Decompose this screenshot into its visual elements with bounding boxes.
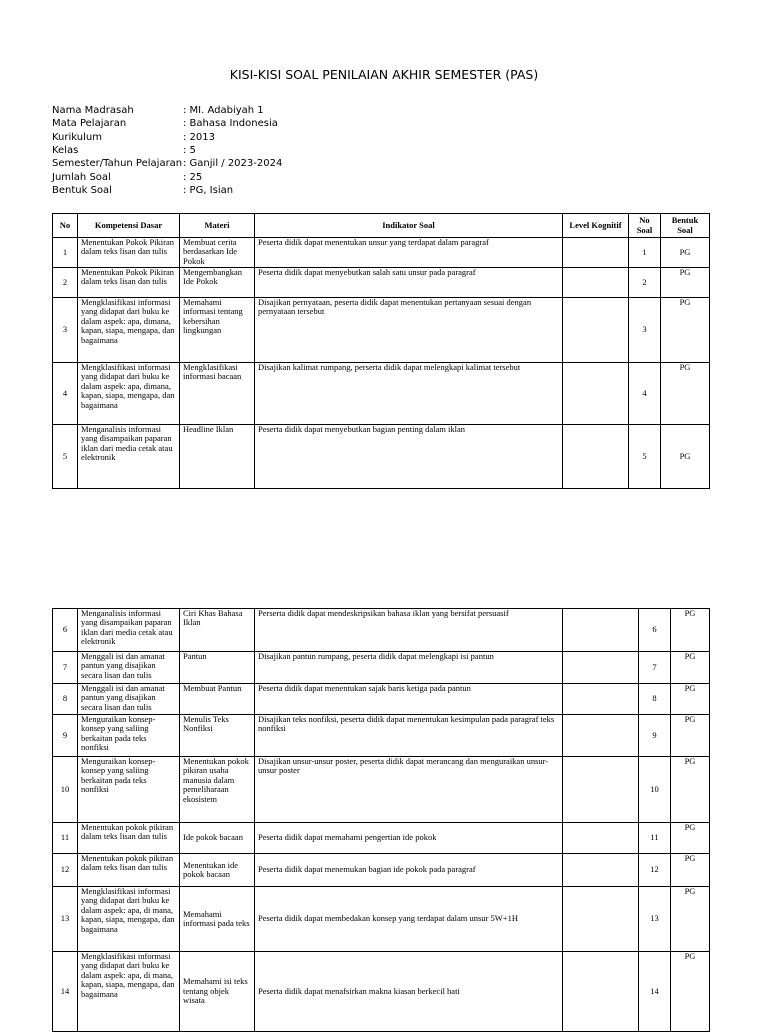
cell-no: 4 xyxy=(53,363,78,425)
kisi-table-page-1 xyxy=(52,213,710,489)
cell-level-kognitif xyxy=(563,887,639,952)
header-materi: Materi xyxy=(180,214,255,238)
cell-kompetensi-dasar: Menganalisis informasi yang disampaikan paparan iklan dari media cetak atau elektronik xyxy=(78,609,180,652)
cell-kompetensi-dasar: Mengklasifikasi informasi yang didapat dari buku ke dalam aspek: apa, di mana, kapan, siapa, mengapa, dan bagaimana xyxy=(78,952,180,1032)
cell-bentuk-soal: PG xyxy=(671,887,710,952)
meta-label-mapel: Mata Pelajaran xyxy=(52,118,127,129)
table-row xyxy=(53,952,710,1032)
cell-bentuk-soal: PG xyxy=(671,854,710,887)
cell-no-soal: 11 xyxy=(639,823,671,854)
cell-bentuk-soal: PG xyxy=(661,425,710,489)
table-row xyxy=(53,609,710,652)
cell-materi: Ciri Khas Bahasa Iklan xyxy=(180,609,255,652)
table-row xyxy=(53,715,710,757)
cell-no-soal: 13 xyxy=(639,887,671,952)
table-row xyxy=(53,652,710,684)
header-no: No xyxy=(53,214,78,238)
cell-no-soal: 2 xyxy=(629,268,661,298)
table-row xyxy=(53,854,710,887)
cell-indikator: Disajikan kalimat rumpang, perserta didik dapat melengkapi kalimat tersebut xyxy=(255,363,563,425)
cell-kompetensi-dasar: Mengklasifikasi informasi yang didapat dari buku ke dalam aspek: apa, di mana, kapan, siapa, mengapa, dan bagaimana xyxy=(78,887,180,952)
cell-no-soal: 1 xyxy=(629,238,661,268)
meta-value-semester: : Ganjil / 2023-2024 xyxy=(183,158,283,169)
cell-level-kognitif xyxy=(563,268,629,298)
cell-kompetensi-dasar: Menganalisis informasi yang disampaikan paparan iklan dari media cetak atau elektronik xyxy=(78,425,180,489)
cell-no-soal: 6 xyxy=(639,609,671,652)
cell-kompetensi-dasar: Menguraikan konsep-konsep yang saliing berkaitan pada teks nonfiksi xyxy=(78,757,180,823)
cell-no-soal: 3 xyxy=(629,298,661,363)
cell-materi: Menentukan ide pokok bacaan xyxy=(180,854,255,887)
cell-indikator: Disajikan pernyataan, peserta didik dapat menentukan pertanyaan sesuai dengan pernyataan tersebut xyxy=(255,298,563,363)
cell-indikator: Peserta didik dapat menemukan bagian ide pokok pada paragraf xyxy=(255,854,563,887)
meta-value-madrasah: : MI. Adabiyah 1 xyxy=(183,105,264,116)
cell-no-soal: 9 xyxy=(639,715,671,757)
table-row xyxy=(53,823,710,854)
cell-no: 14 xyxy=(53,952,78,1032)
table-row xyxy=(53,757,710,823)
cell-no: 1 xyxy=(53,238,78,268)
cell-level-kognitif xyxy=(563,425,629,489)
cell-materi: Headline Iklan xyxy=(180,425,255,489)
cell-no: 10 xyxy=(53,757,78,823)
meta-label-jumlah: Jumlah Soal xyxy=(52,172,111,183)
cell-no: 13 xyxy=(53,887,78,952)
cell-indikator: Peserta didik dapat menentukan sajak baris ketiga pada pantun xyxy=(255,684,563,715)
cell-no-soal: 5 xyxy=(629,425,661,489)
cell-kompetensi-dasar: Mengklasifikasi informasi yang didapat dari buku ke dalam aspek: apa, dimana, kapan, siapa, mengapa, dan bagaimana xyxy=(78,363,180,425)
cell-no: 12 xyxy=(53,854,78,887)
cell-bentuk-soal: PG xyxy=(661,268,710,298)
meta-label-madrasah: Nama Madrasah xyxy=(52,105,134,116)
cell-kompetensi-dasar: Menggali isi dan amanat pantun yang disajikan secara lisan dan tulis xyxy=(78,684,180,715)
cell-no: 3 xyxy=(53,298,78,363)
cell-materi: Memahami isi teks tentang objek wisata xyxy=(180,952,255,1032)
meta-value-kelas: : 5 xyxy=(183,145,196,156)
cell-indikator: Disajikan unsur-unsur poster, peserta didik dapat merancang dan menguraikan unsur-unsur poster xyxy=(255,757,563,823)
cell-indikator: Peserta didik dapat memahami pengertian ide pokok xyxy=(255,823,563,854)
header-kompetensi-dasar: Kompetensi Dasar xyxy=(78,214,180,238)
table-row xyxy=(53,425,710,489)
cell-bentuk-soal: PG xyxy=(671,652,710,684)
cell-kompetensi-dasar: Menentukan pokok pikiran dalam teks lisan dan tulis xyxy=(78,823,180,854)
table-row xyxy=(53,887,710,952)
cell-no-soal: 10 xyxy=(639,757,671,823)
cell-indikator: Peserta didik dapat menentukan unsur yang terdapat dalam paragraf xyxy=(255,238,563,268)
table-row xyxy=(53,363,710,425)
cell-bentuk-soal: PG xyxy=(671,684,710,715)
cell-level-kognitif xyxy=(563,952,639,1032)
cell-kompetensi-dasar: Menggali isi dan amanat pantun yang disajikan secara lisan dan tulis xyxy=(78,652,180,684)
header-indikator-soal: Indikator Soal xyxy=(255,214,563,238)
cell-kompetensi-dasar: Menentukan Pokok Pikiran dalam teks lisan dan tulis xyxy=(78,238,180,268)
cell-bentuk-soal: PG xyxy=(671,823,710,854)
header-bentuk-soal: Bentuk Soal xyxy=(661,214,710,238)
cell-materi: Mengembangkan Ide Pokok xyxy=(180,268,255,298)
cell-no: 2 xyxy=(53,268,78,298)
cell-materi: Mengklasifikasi informasi bacaan xyxy=(180,363,255,425)
cell-no: 5 xyxy=(53,425,78,489)
cell-kompetensi-dasar: Mengklasifikasi informasi yang didapat dari buku ke dalam aspek: apa, dimana, kapan, siapa, mengapa, dan bagaimana xyxy=(78,298,180,363)
table-row xyxy=(53,268,710,298)
meta-value-bentuk: : PG, Isian xyxy=(183,185,234,196)
cell-level-kognitif xyxy=(563,652,639,684)
cell-indikator: Peserta didik dapat menyebutkan bagian penting dalam iklan xyxy=(255,425,563,489)
cell-no: 7 xyxy=(53,652,78,684)
cell-level-kognitif xyxy=(563,238,629,268)
cell-indikator: Peserta didik dapat membedakan konsep yang terdapat dalam unsur 5W+1H xyxy=(255,887,563,952)
table-row xyxy=(53,238,710,268)
meta-value-kurikulum: : 2013 xyxy=(183,132,215,143)
meta-label-kurikulum: Kurikulum xyxy=(52,132,102,143)
cell-level-kognitif xyxy=(563,298,629,363)
cell-materi: Membuat Pantun xyxy=(180,684,255,715)
cell-materi: Ide pokok bacaan xyxy=(180,823,255,854)
cell-bentuk-soal: PG xyxy=(671,952,710,1032)
cell-level-kognitif xyxy=(563,854,639,887)
cell-materi: Memahami informasi pada teks xyxy=(180,887,255,952)
cell-kompetensi-dasar: Menentukan Pokok Pikiran dalam teks lisan dan tulis xyxy=(78,268,180,298)
cell-no: 6 xyxy=(53,609,78,652)
cell-no: 11 xyxy=(53,823,78,854)
cell-materi: Menentukan pokok pikiran usaha manusia dalam pemeliharaan ekosistem xyxy=(180,757,255,823)
cell-materi: Membuat cerita berdasarkan Ide Pokok xyxy=(180,238,255,268)
cell-materi: Pantun xyxy=(180,652,255,684)
cell-level-kognitif xyxy=(563,609,639,652)
cell-kompetensi-dasar: Menguraikan konsep-konsep yang saliing berkaitan pada teks nonfiksi xyxy=(78,715,180,757)
cell-bentuk-soal: PG xyxy=(661,298,710,363)
header-no-soal: No Soal xyxy=(629,214,661,238)
meta-value-jumlah: : 25 xyxy=(183,172,203,183)
cell-materi: Menulis Teks Nonfiksi xyxy=(180,715,255,757)
meta-label-semester: Semester/Tahun Pelajaran xyxy=(52,158,183,169)
cell-bentuk-soal: PG xyxy=(671,757,710,823)
cell-materi: Memahami informasi tentang kebersihan lingkungan xyxy=(180,298,255,363)
document-title: KISI-KISI SOAL PENILAIAN AKHIR SEMESTER (PAS) xyxy=(229,67,539,82)
cell-no: 9 xyxy=(53,715,78,757)
cell-no: 8 xyxy=(53,684,78,715)
cell-bentuk-soal: PG xyxy=(661,238,710,268)
cell-bentuk-soal: PG xyxy=(671,609,710,652)
table-header-row xyxy=(53,214,710,238)
cell-bentuk-soal: PG xyxy=(661,363,710,425)
cell-indikator: Peserta didik dapat menafsirkan makna kiasan berkecil hati xyxy=(255,952,563,1032)
cell-level-kognitif xyxy=(563,715,639,757)
cell-level-kognitif xyxy=(563,684,639,715)
table-row xyxy=(53,298,710,363)
cell-level-kognitif xyxy=(563,757,639,823)
cell-indikator: Peserta didik dapat menyebutkan salah satu unsur pada paragraf xyxy=(255,268,563,298)
table-row xyxy=(53,684,710,715)
header-level-kognitif: Level Kognitif xyxy=(563,214,629,238)
meta-value-mapel: : Bahasa Indonesia xyxy=(183,118,278,129)
cell-no-soal: 4 xyxy=(629,363,661,425)
meta-label-bentuk: Bentuk Soal xyxy=(52,185,112,196)
cell-indikator: Disajikan teks nonfiksi, peserta didik dapat menentukan kesimpulan pada paragraf teks nonfiksi xyxy=(255,715,563,757)
cell-no-soal: 12 xyxy=(639,854,671,887)
cell-bentuk-soal: PG xyxy=(671,715,710,757)
cell-indikator: Perserta didik dapat mendeskripsikan bahasa iklan yang bersifat persuasif xyxy=(255,609,563,652)
cell-kompetensi-dasar: Menentukan pokok pikiran dalam teks lisan dan tulis xyxy=(78,854,180,887)
cell-no-soal: 8 xyxy=(639,684,671,715)
cell-no-soal: 7 xyxy=(639,652,671,684)
meta-label-kelas: Kelas xyxy=(52,145,79,156)
cell-indikator: Disajikan pantun rumpang, peserta didik dapat melengkapi isi pantun xyxy=(255,652,563,684)
cell-level-kognitif xyxy=(563,363,629,425)
kisi-table-page-2 xyxy=(52,608,710,1032)
cell-no-soal: 14 xyxy=(639,952,671,1032)
cell-level-kognitif xyxy=(563,823,639,854)
